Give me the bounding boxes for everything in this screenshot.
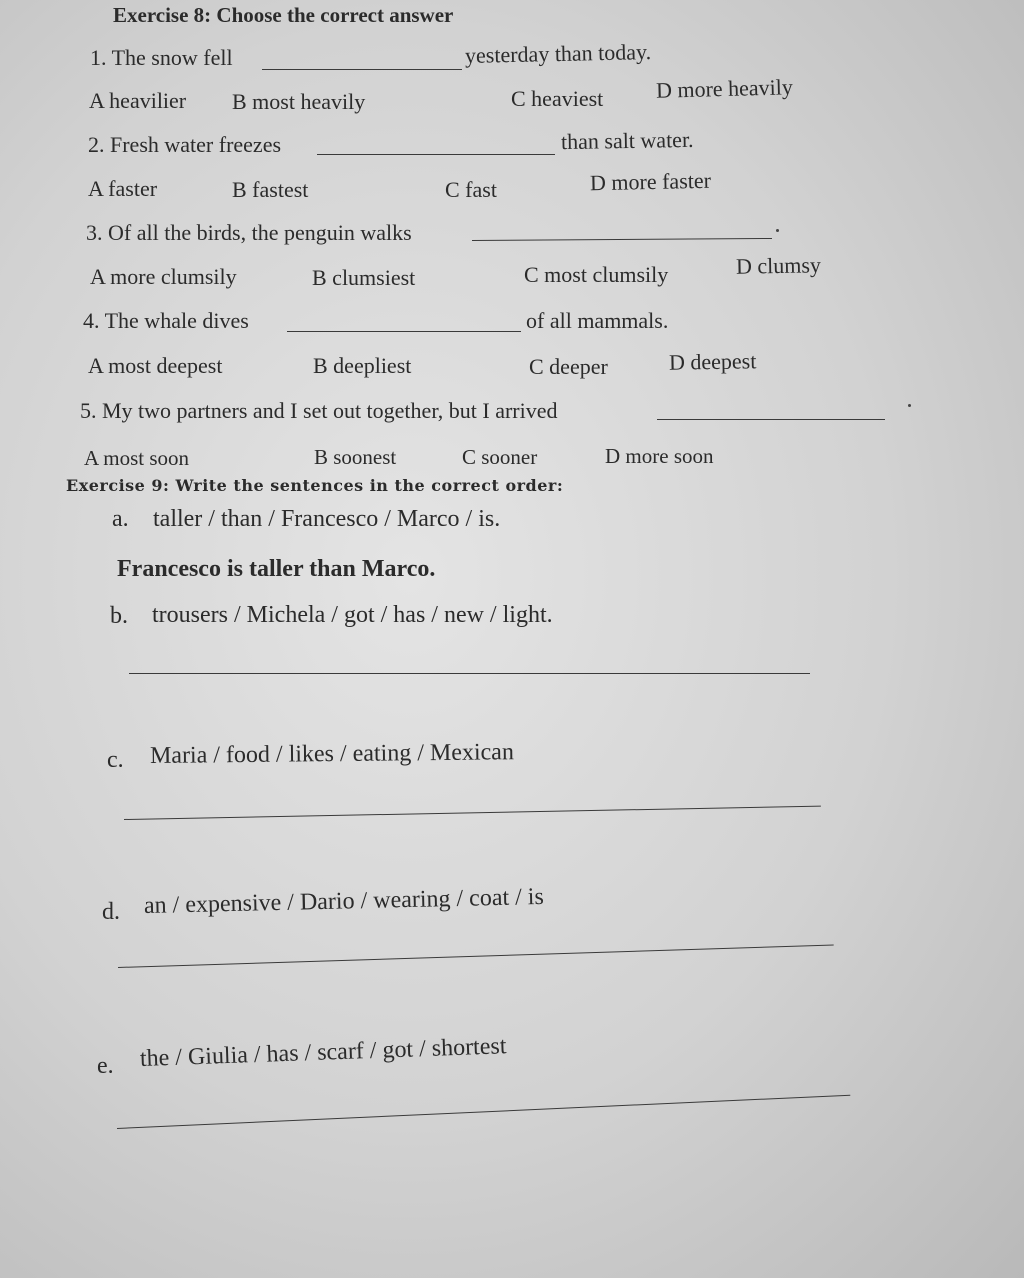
item-e-words: the / Giulia / has / scarf / got / shortest [139, 1033, 507, 1072]
question-4-option-c[interactable]: C deeper [529, 354, 608, 379]
question-2-option-a[interactable]: A faster [88, 176, 158, 201]
question-5-option-c[interactable]: C sooner [462, 445, 538, 469]
question-4-text-end: of all mammals. [526, 308, 669, 333]
question-1-blank[interactable] [262, 69, 462, 70]
item-c-words: Maria / food / likes / eating / Mexican [149, 739, 515, 769]
question-5-option-a[interactable]: A most soon [84, 446, 190, 470]
item-a-words: taller / than / Francesco / Marco / is. [153, 506, 501, 532]
item-b-words: trousers / Michela / got / has / new / light. [152, 602, 553, 628]
question-3-option-a[interactable]: A more clumsily [90, 264, 237, 289]
item-c-letter: c. [107, 747, 124, 773]
question-4-option-d[interactable]: D deepest [668, 348, 757, 375]
question-2-text: 2. Fresh water freezes [88, 132, 282, 157]
question-1-option-a[interactable]: A heavilier [89, 88, 187, 113]
item-d-words: an / expensive / Dario / wearing / coat / is [143, 883, 545, 919]
question-4-text: 4. The whale dives [83, 308, 249, 333]
question-3-period [776, 229, 779, 232]
exercise-8-title: Exercise 8: Choose the correct answer [113, 3, 454, 27]
question-5-text: 5. My two partners and I set out together, but I arrived [80, 398, 558, 423]
question-3-blank[interactable] [472, 238, 772, 241]
question-1-option-c[interactable]: C heaviest [511, 86, 604, 111]
question-2-option-d[interactable]: D more faster [589, 167, 712, 196]
question-1-text-end: yesterday than today. [464, 39, 652, 68]
question-1-option-d[interactable]: D more heavily [655, 74, 794, 103]
item-e-answer-line[interactable] [117, 1095, 850, 1129]
question-5-period [908, 404, 911, 407]
question-1-option-b[interactable]: B most heavily [232, 89, 366, 114]
question-2-text-end: than salt water. [560, 126, 694, 155]
question-4-option-b[interactable]: B deepliest [313, 353, 412, 378]
question-2-blank[interactable] [317, 154, 555, 155]
question-3-option-d[interactable]: D clumsy [735, 252, 822, 279]
item-c-answer-line[interactable] [124, 806, 821, 820]
exercise-9-title: Exercise 9: Write the sentences in the correct order: [66, 476, 564, 495]
question-4-option-a[interactable]: A most deepest [88, 353, 223, 378]
item-d-answer-line[interactable] [118, 945, 834, 968]
item-a-letter: a. [112, 506, 129, 532]
item-d-letter: d. [102, 899, 120, 925]
question-3-text: 3. Of all the birds, the penguin walks [86, 220, 412, 245]
question-5-option-b[interactable]: B soonest [314, 445, 397, 469]
item-b-letter: b. [110, 603, 128, 629]
item-e-letter: e. [97, 1053, 114, 1079]
question-2-option-c[interactable]: C fast [445, 177, 497, 202]
question-5-blank[interactable] [657, 419, 885, 420]
question-3-option-b[interactable]: B clumsiest [312, 265, 416, 290]
question-1-text: 1. The snow fell [90, 45, 233, 70]
question-2-option-b[interactable]: B fastest [232, 177, 309, 202]
question-5-option-d[interactable]: D more soon [605, 444, 714, 468]
item-b-answer-line[interactable] [129, 673, 810, 674]
item-a-answer: Francesco is taller than Marco. [117, 556, 436, 582]
question-3-option-c[interactable]: C most clumsily [524, 262, 669, 287]
question-4-blank[interactable] [287, 331, 521, 332]
